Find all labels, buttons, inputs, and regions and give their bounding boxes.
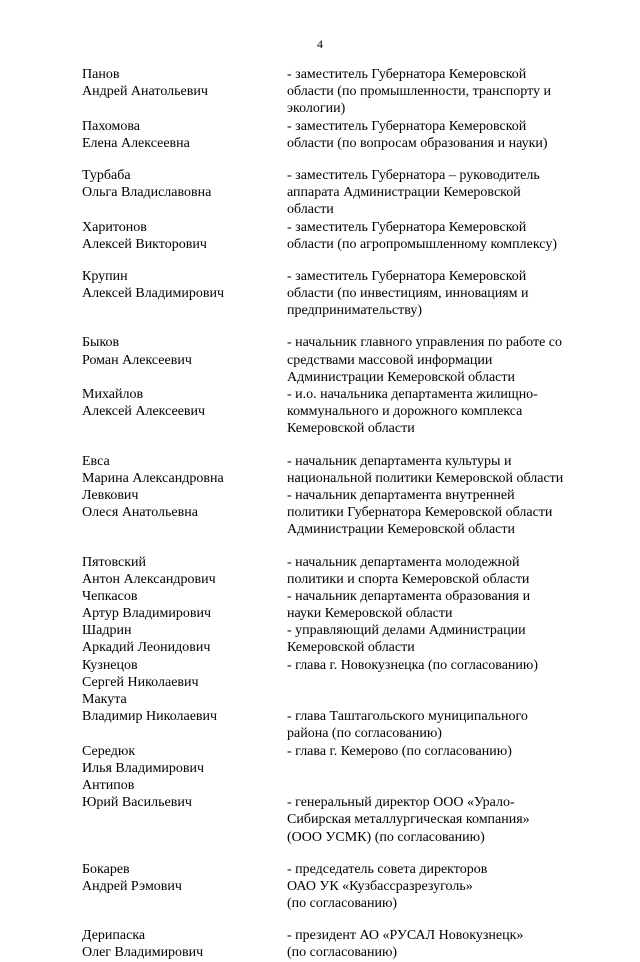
member-name — [82, 657, 287, 691]
position-line: предпринимательству) — [287, 303, 423, 319]
member-entry — [82, 777, 602, 846]
position-line: - глава г. Кемерово (по согласованию) — [287, 743, 512, 759]
member-name — [82, 777, 287, 846]
member-position — [287, 66, 602, 118]
position-line: - глава г. Новокузнецка (по согласованию) — [287, 657, 539, 673]
member-entry — [82, 334, 602, 386]
member-surname: Дерипаска — [82, 928, 146, 944]
member-entry — [82, 118, 602, 152]
position-line: (по согласованию) — [287, 945, 398, 961]
member-given-names: Олеся Анатольевна — [82, 505, 198, 521]
member-position — [287, 927, 602, 961]
position-line: - заместитель Губернатора Кемеровской — [287, 118, 527, 134]
member-given-names: Андрей Анатольевич — [82, 84, 208, 100]
position-line: Сибирская металлургическая компания» — [287, 812, 530, 828]
position-line: области (по инвестициям, инновациям и — [287, 286, 529, 302]
member-given-names: Елена Алексеевна — [82, 135, 190, 151]
position-line: - начальник департамента образования и — [287, 588, 531, 604]
member-given-names: Владимир Николаевич — [82, 709, 218, 725]
member-position — [287, 118, 602, 152]
member-given-names: Илья Владимирович — [82, 760, 205, 776]
member-given-names: Юрий Васильевич — [82, 795, 192, 811]
member-surname: Чепкасов — [82, 588, 138, 604]
member-surname: Евса — [82, 453, 110, 469]
member-surname: Михайлов — [82, 387, 144, 402]
member-given-names: Артур Владимирович — [82, 606, 212, 622]
position-line: Кемеровской области — [287, 421, 415, 437]
position-line: - заместитель Губернатора – руководитель — [287, 167, 540, 183]
member-surname: Турбаба — [82, 167, 131, 183]
position-line: - председатель совета директоров — [287, 861, 488, 877]
member-name — [82, 487, 287, 539]
member-surname: Быков — [82, 335, 120, 351]
member-given-names: Роман Алексеевич — [82, 352, 192, 368]
position-line: - управляющий делами Администрации — [287, 623, 526, 639]
member-given-names: Олег Владимирович — [82, 945, 204, 961]
position-line: - глава Таштагольского муниципального — [287, 709, 528, 725]
position-line: - заместитель Губернатора Кемеровской — [287, 219, 527, 235]
member-entry — [82, 167, 602, 219]
position-line: экологии) — [287, 101, 346, 117]
member-given-names: Аркадий Леонидович — [82, 640, 211, 656]
member-entry — [82, 487, 602, 539]
position-line: ОАО УК «Кузбассразрезуголь» — [287, 878, 473, 894]
member-name — [82, 588, 287, 622]
member-entry — [82, 453, 602, 487]
member-name — [82, 118, 287, 152]
member-name — [82, 66, 287, 118]
position-line: области — [287, 202, 334, 218]
member-position — [287, 554, 602, 588]
member-position — [287, 453, 602, 487]
member-entry — [82, 554, 602, 588]
member-surname: Харитонов — [82, 219, 147, 235]
position-line: области (по промышленности, транспорту и — [287, 84, 552, 100]
member-position — [287, 334, 602, 386]
member-surname: Панов — [82, 67, 120, 82]
member-given-names: Антон Александрович — [82, 571, 216, 587]
member-name — [82, 268, 287, 320]
position-line: - начальник департамента молодежной — [287, 554, 520, 570]
member-given-names: Андрей Рэмович — [82, 878, 182, 894]
member-surname: Кузнецов — [82, 657, 138, 673]
position-line — [287, 691, 602, 708]
member-name — [82, 622, 287, 656]
position-line: области (по вопросам образования и науки) — [287, 135, 548, 151]
position-line: науки Кемеровской области — [287, 606, 453, 622]
member-entry — [82, 657, 602, 691]
member-name — [82, 219, 287, 253]
position-line — [287, 777, 602, 794]
position-line: - начальник департамента внутренней — [287, 487, 515, 503]
position-line: - заместитель Губернатора Кемеровской — [287, 67, 527, 82]
member-entry — [82, 622, 602, 656]
member-entry — [82, 219, 602, 253]
position-line: национальной политики Кемеровской области — [287, 470, 564, 486]
member-name — [82, 691, 287, 743]
member-given-names: Марина Александровна — [82, 470, 224, 486]
position-line: Администрации Кемеровской области — [287, 369, 515, 385]
member-position — [287, 657, 602, 691]
commission-member-list — [82, 66, 602, 962]
position-line: - генеральный директор ООО «Урало- — [287, 795, 515, 811]
member-position — [287, 487, 602, 539]
member-name — [82, 554, 287, 588]
position-line: - заместитель Губернатора Кемеровской — [287, 268, 527, 284]
member-surname: Левкович — [82, 487, 139, 503]
position-line: средствами массовой информации — [287, 352, 493, 368]
position-line: - и.о. начальника департамента жилищно- — [287, 387, 538, 402]
position-line: аппарата Администрации Кемеровской — [287, 185, 521, 201]
member-name — [82, 167, 287, 219]
member-name — [82, 453, 287, 487]
member-entry — [82, 588, 602, 622]
member-given-names: Алексей Владимирович — [82, 286, 225, 302]
position-line: - начальник департамента культуры и — [287, 453, 512, 469]
position-line: Администрации Кемеровской области — [287, 522, 515, 538]
member-given-names: Алексей Викторович — [82, 236, 207, 252]
member-surname: Шадрин — [82, 623, 132, 639]
member-surname: Середюк — [82, 743, 136, 759]
member-entry — [82, 386, 602, 438]
member-name — [82, 334, 287, 386]
member-entry — [82, 66, 602, 118]
member-entry — [82, 927, 602, 961]
member-position — [287, 386, 602, 438]
member-position — [287, 167, 602, 219]
member-position — [287, 777, 602, 846]
page-number: 4 — [317, 37, 323, 51]
member-name — [82, 386, 287, 438]
member-position — [287, 622, 602, 656]
member-entry — [82, 691, 602, 743]
member-surname: Крупин — [82, 268, 128, 284]
position-line: - начальник главного управления по работе со — [287, 335, 563, 351]
member-entry — [82, 268, 602, 320]
member-position — [287, 219, 602, 253]
member-name — [82, 743, 287, 777]
position-line: коммунального и дорожного комплекса — [287, 404, 523, 420]
position-line: района (по согласованию) — [287, 726, 442, 742]
member-surname: Антипов — [82, 777, 135, 793]
position-line: (по согласованию) — [287, 896, 398, 912]
member-given-names: Алексей Алексеевич — [82, 404, 206, 420]
member-position — [287, 588, 602, 622]
position-line: политики и спорта Кемеровской области — [287, 571, 530, 587]
member-given-names: Ольга Владиславовна — [82, 185, 212, 201]
position-line: Кемеровской области — [287, 640, 415, 656]
member-position — [287, 743, 602, 777]
member-name — [82, 927, 287, 961]
member-position — [287, 691, 602, 743]
member-surname: Бокарев — [82, 861, 130, 877]
position-line: - президент АО «РУСАЛ Новокузнецк» — [287, 928, 524, 944]
member-given-names: Сергей Николаевич — [82, 674, 199, 690]
member-entry — [82, 743, 602, 777]
member-surname: Макута — [82, 692, 127, 707]
position-line: политики Губернатора Кемеровской области — [287, 505, 553, 521]
member-surname: Пятовский — [82, 554, 147, 570]
position-line: (ООО УСМК) (по согласованию) — [287, 829, 485, 845]
position-line: области (по агропромышленному комплексу) — [287, 236, 557, 252]
member-surname: Пахомова — [82, 118, 141, 134]
member-position — [287, 268, 602, 320]
